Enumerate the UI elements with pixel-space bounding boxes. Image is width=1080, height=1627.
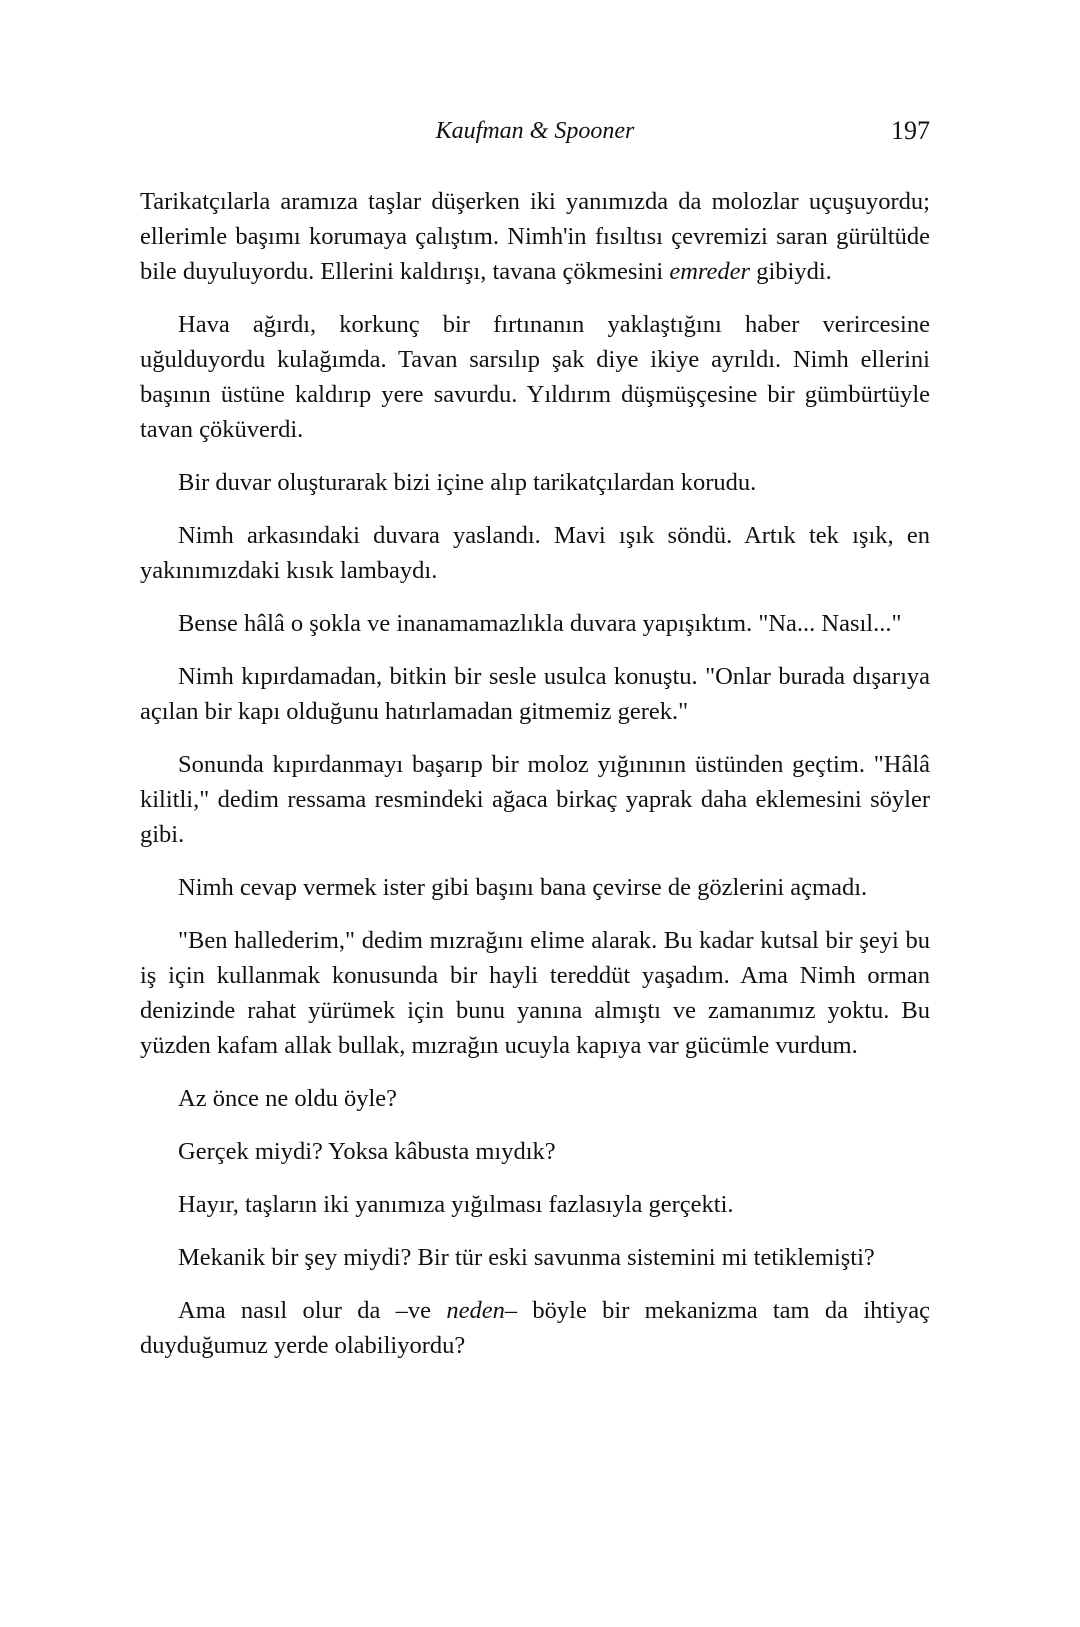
paragraph-14-emphasis: neden [446,1297,505,1324]
paragraph-7 [140,747,930,852]
page-number: 197 [891,116,930,145]
paragraph-5 [140,606,930,641]
paragraph-2-text: Hava ağırdı, korkunç bir fırtınanın yaklaştığını haber verircesine uğulduyordu kulağımda. Tavan sarsılıp şak diye ikiye ayrıldı. Nimh ellerini başının üstüne kaldırıp yere savurdu. Yıldırım düşmüşçesine bir gümbürtüyle tavan çöküverdi. [140,311,930,443]
paragraph-14-tail: – böyle bir mekanizma tam da ihtiyaç duyduğumuz yerde olabiliyordu? [140,1297,930,1359]
paragraph-7-text: Sonunda kıpırdanmayı başarıp bir moloz yığınının üstünden geçtim. "Hâlâ kilitli," dedim ressama resmindeki ağaca birkaç yaprak daha eklemesini söyler gibi. [140,751,930,848]
running-title: Kaufman & Spooner [435,118,635,144]
paragraph-12-text: Hayır, taşların iki yanımıza yığılması fazlasıyla gerçekti. [178,1191,734,1218]
running-header [140,116,930,156]
paragraph-11 [140,1134,930,1169]
paragraph-9 [140,923,930,1063]
paragraph-10 [140,1081,930,1116]
paragraph-3-text: Bir duvar oluşturarak bizi içine alıp tarikatçılardan korudu. [178,469,757,496]
paragraph-6 [140,659,930,729]
paragraph-13-text: Mekanik bir şey miydi? Bir tür eski savunma sistemini mi tetiklemişti? [178,1244,875,1271]
paragraph-8 [140,870,930,905]
paragraph-13 [140,1240,930,1275]
paragraph-10-text: Az önce ne oldu öyle? [178,1085,398,1112]
paragraph-14 [140,1293,930,1363]
body-text [140,184,930,1381]
paragraph-3 [140,465,930,500]
paragraph-2 [140,307,930,447]
paragraph-6-text: Nimh kıpırdamadan, bitkin bir sesle usulca konuştu. "Onlar burada dışarıya açılan bir kapı olduğunu hatırlamadan gitmemiz gerek." [140,663,930,725]
paragraph-12 [140,1187,930,1222]
paragraph-1 [140,184,930,289]
paragraph-5-text: Bense hâlâ o şokla ve inanamamazlıkla duvara yapışıktım. "Na... Nasıl..." [178,610,902,637]
paragraph-8-text: Nimh cevap vermek ister gibi başını bana çevirse de gözlerini açmadı. [178,874,868,901]
paragraph-4 [140,518,930,588]
paragraph-4-text: Nimh arkasındaki duvara yaslandı. Mavi ışık söndü. Artık tek ışık, en yakınımızdaki kısık lambaydı. [140,522,930,584]
paragraph-11-text: Gerçek miydi? Yoksa kâbusta mıydık? [178,1138,556,1165]
paragraph-9-text: "Ben hallederim," dedim mızrağını elime alarak. Bu kadar kutsal bir şeyi bu iş için kullanmak konusunda bir hayli tereddüt yaşadım. Ama Nimh orman denizinde rahat yürümek için bunu yanına almıştı ve zamanımız yoktu. Bu yüzden kafam allak bullak, mızrağın ucuyla kapıya var gücümle vurdum. [140,927,930,1059]
paragraph-1-emphasis: emreder [669,258,751,285]
paragraph-1-text: Tarikatçılarla aramıza taşlar düşerken iki yanımızda da molozlar uçuşuyordu; ellerimle başımı korumaya çalıştım. Nimh'in fısıltısı çevremizi saran gürültüde bile duyuluyordu. Ellerini kaldırışı, tavana çökmesini [140,188,930,285]
paragraph-1-tail: gibiydi. [750,258,832,285]
paragraph-14-text: Ama nasıl olur da –ve [178,1297,447,1324]
